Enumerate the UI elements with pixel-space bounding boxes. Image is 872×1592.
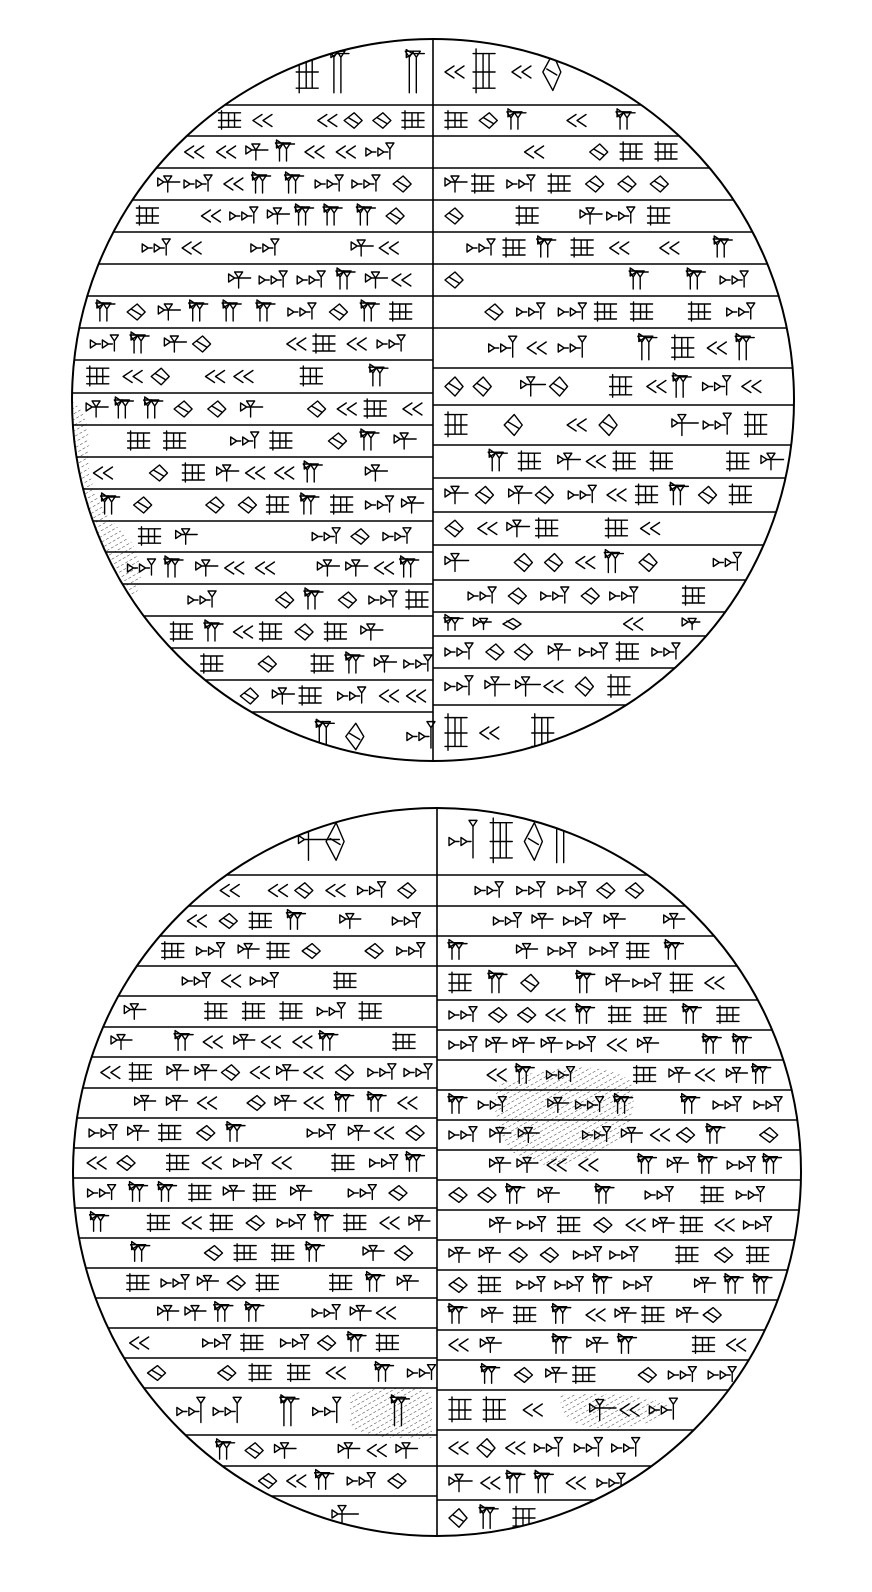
- tablet-bottom: [73, 808, 801, 1536]
- tablet-top: [60, 39, 794, 761]
